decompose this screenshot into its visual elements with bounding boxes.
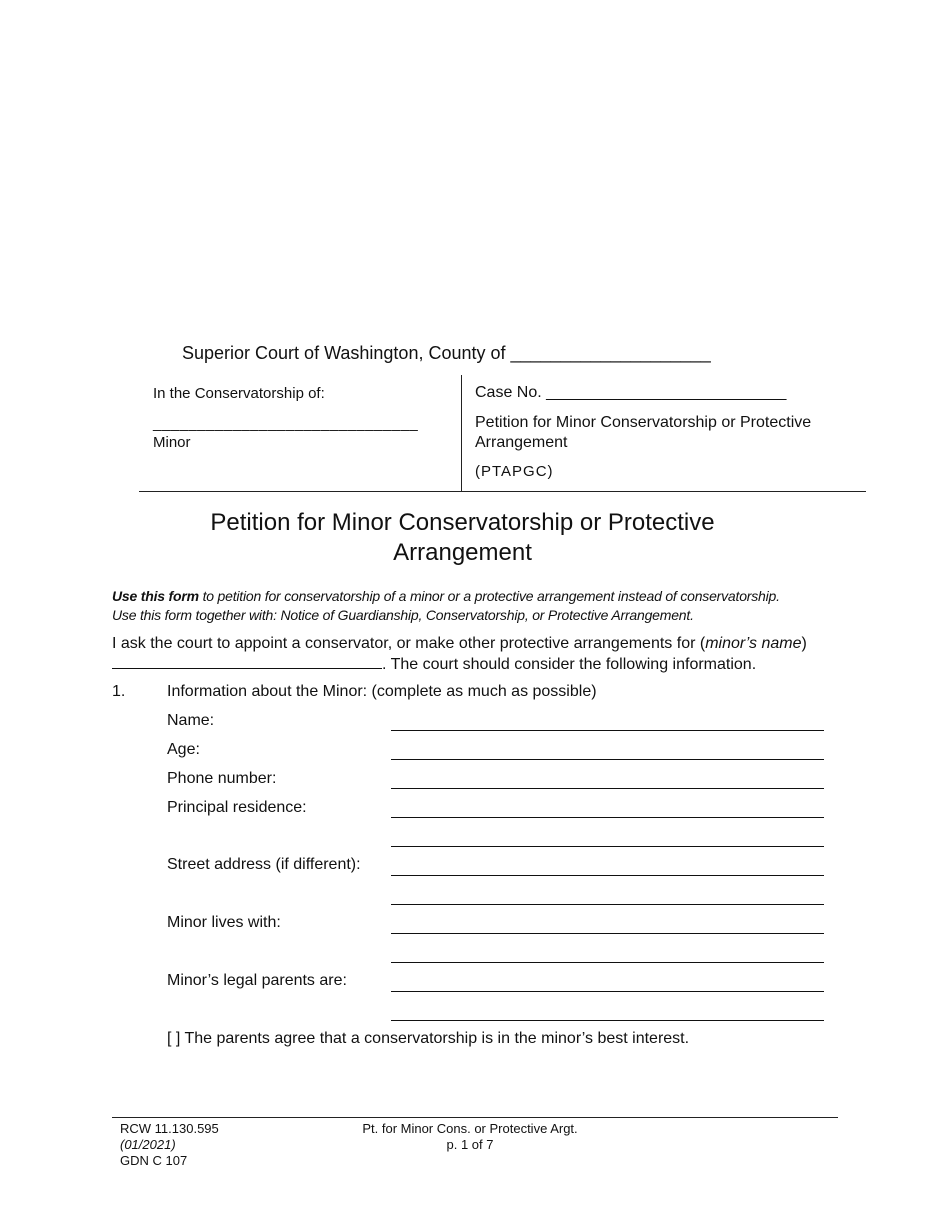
page-title: Petition for Minor Conservatorship or Protective Arrangement bbox=[210, 509, 715, 566]
street-address-input-line-2[interactable] bbox=[391, 904, 824, 905]
footer-date: (01/2021) bbox=[120, 1137, 176, 1152]
intro-end: . The court should consider the following information. bbox=[382, 656, 757, 673]
lives-with-input-line-1[interactable] bbox=[391, 933, 824, 934]
minor-role-label: Minor bbox=[153, 434, 191, 451]
street-address-label: Street address (if different): bbox=[167, 856, 361, 873]
name-input-line[interactable] bbox=[391, 730, 824, 731]
form-instructions bbox=[112, 587, 842, 625]
minor-lives-with-label: Minor lives with: bbox=[167, 914, 281, 931]
principal-residence-input-line-1[interactable] bbox=[391, 817, 824, 818]
legal-parents-label: Minor’s legal parents are: bbox=[167, 972, 347, 989]
footer-left-block bbox=[120, 1121, 219, 1169]
street-address-input-line-1[interactable] bbox=[391, 875, 824, 876]
section-title: Information about the Minor: (complete as much as possible) bbox=[167, 683, 597, 700]
name-label: Name: bbox=[167, 712, 215, 729]
legal-parents-input-line-2[interactable] bbox=[391, 1020, 824, 1021]
intro-paragraph bbox=[112, 633, 852, 675]
caption-form-title: Petition for Minor Conservatorship or Protective Arrangement bbox=[475, 414, 812, 451]
caption-vertical-divider bbox=[461, 375, 462, 491]
footer-divider bbox=[112, 1117, 838, 1118]
age-input-line[interactable] bbox=[391, 759, 824, 760]
instructions-line2: Use this form together with: Notice of Guardianship, Conservatorship, or Protective Arrangement. bbox=[112, 607, 694, 623]
phone-input-line[interactable] bbox=[391, 788, 824, 789]
form-code: (PTAPGC) bbox=[475, 463, 554, 480]
principal-residence-input-line-2[interactable] bbox=[391, 846, 824, 847]
footer-form-title: Pt. for Minor Cons. or Protective Argt. bbox=[362, 1121, 578, 1136]
footer-page-number: p. 1 of 7 bbox=[446, 1137, 494, 1152]
lives-with-input-line-2[interactable] bbox=[391, 962, 824, 963]
intro-after: ) bbox=[801, 635, 807, 652]
minor-name-blank[interactable]: ______________________________ bbox=[153, 415, 419, 432]
intro-italic: minor’s name bbox=[705, 635, 802, 652]
caption-horizontal-divider bbox=[139, 491, 866, 492]
parents-agree-checkbox[interactable]: [ ] The parents agree that a conservatorship is in the minor’s best interest. bbox=[167, 1030, 690, 1047]
instructions-lead: Use this form bbox=[112, 588, 199, 604]
section-number: 1. bbox=[112, 683, 126, 700]
phone-label: Phone number: bbox=[167, 770, 277, 787]
footer-rcw: RCW 11.130.595 bbox=[120, 1121, 219, 1136]
legal-parents-input-line-1[interactable] bbox=[391, 991, 824, 992]
case-number-field[interactable]: Case No. ___________________________ bbox=[475, 384, 787, 401]
footer-center-block bbox=[352, 1121, 588, 1153]
age-label: Age: bbox=[167, 741, 200, 758]
principal-residence-label: Principal residence: bbox=[167, 799, 307, 816]
footer-form-id: GDN C 107 bbox=[120, 1153, 188, 1168]
conservatorship-of-label: In the Conservatorship of: bbox=[153, 385, 325, 402]
minor-name-inline-blank[interactable] bbox=[112, 654, 382, 669]
instructions-line1: to petition for conservatorship of a minor or a protective arrangement instead of conservatorship. bbox=[198, 588, 780, 604]
intro-before: I ask the court to appoint a conservator, or make other protective arrangements for ( bbox=[112, 635, 706, 652]
court-title: Superior Court of Washington, County of ____________________ bbox=[182, 343, 711, 363]
